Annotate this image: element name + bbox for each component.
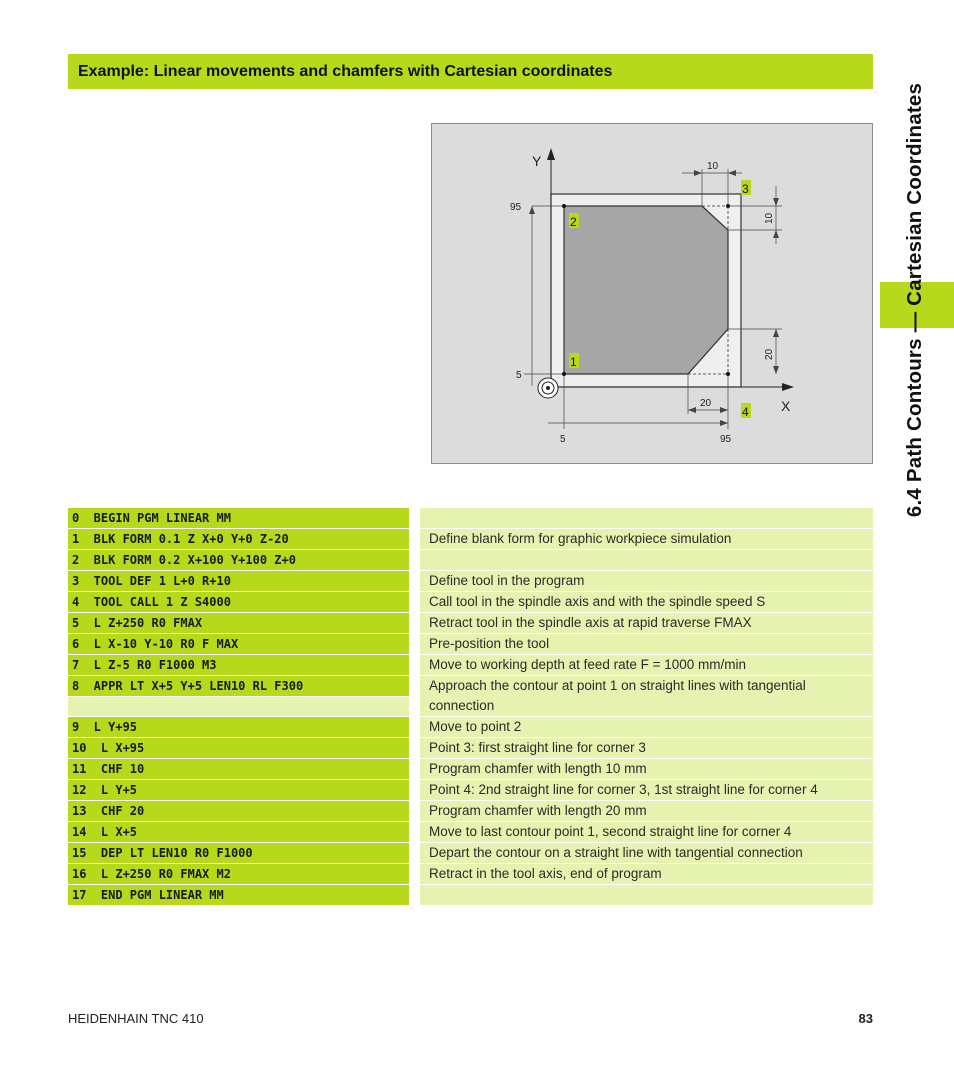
dim-20r-label: 20 — [764, 348, 775, 360]
dim-20b-arrow-right-icon — [720, 407, 728, 413]
program-gap — [409, 759, 420, 779]
dim-5x-label: 5 — [560, 434, 566, 445]
x-axis-label: X — [781, 398, 791, 414]
program-row — [68, 822, 873, 843]
program-description: Move to working depth at feed rate F = 1000 mm/min — [420, 655, 873, 675]
program-code: 5 L Z+250 R0 FMAX — [68, 613, 409, 633]
program-description-line: connection — [429, 698, 495, 713]
program-code: 6 L X-10 Y-10 R0 F MAX — [68, 634, 409, 654]
program-code: 7 L Z-5 R0 F1000 M3 — [68, 655, 409, 675]
point-1-dot — [562, 372, 566, 376]
program-row — [68, 780, 873, 801]
dim-10t-label: 10 — [707, 161, 719, 172]
program-gap — [409, 780, 420, 800]
point-3-dot — [726, 204, 730, 208]
program-code-continuation — [68, 697, 409, 716]
dim-10r-arrow-top-icon — [773, 198, 779, 206]
dim-20b-label: 20 — [700, 398, 712, 409]
dim-20b-arrow-left-icon — [688, 407, 696, 413]
y-axis-label: Y — [532, 153, 542, 169]
program-row — [68, 864, 873, 885]
tool-center-dot — [546, 386, 550, 390]
program-description — [420, 550, 873, 570]
program-description: Depart the contour on a straight line with tangential connection — [420, 843, 873, 863]
dim-20r-arrow-bottom-icon — [773, 366, 779, 374]
program-gap — [409, 843, 420, 863]
program-gap — [409, 634, 420, 654]
program-code: 3 TOOL DEF 1 L+0 R+10 — [68, 571, 409, 591]
program-description — [420, 508, 873, 528]
dim-95y-label: 95 — [510, 202, 522, 213]
program-gap — [409, 801, 420, 821]
program-description: Define tool in the program — [420, 571, 873, 591]
workpiece-contour — [564, 206, 728, 374]
program-gap — [409, 676, 420, 716]
program-description — [420, 676, 873, 716]
point-2-label: 2 — [570, 215, 577, 229]
program-row — [68, 613, 873, 634]
point-4-dot — [726, 372, 730, 376]
program-row — [68, 571, 873, 592]
program-gap — [409, 571, 420, 591]
footer-product: HEIDENHAIN TNC 410 — [68, 1011, 204, 1026]
program-gap — [409, 550, 420, 570]
dim-20r-arrow-top-icon — [773, 329, 779, 337]
program-code: 4 TOOL CALL 1 Z S4000 — [68, 592, 409, 612]
program-row — [68, 529, 873, 550]
program-description: Program chamfer with length 20 mm — [420, 801, 873, 821]
contour-drawing — [432, 124, 874, 465]
program-code: 0 BEGIN PGM LINEAR MM — [68, 508, 409, 528]
section-title: Example: Linear movements and chamfers with Cartesian coordinates — [78, 62, 613, 80]
program-description: Define blank form for graphic workpiece simulation — [420, 529, 873, 549]
chapter-side-title: 6.4 Path Contours — Cartesian Coordinates — [903, 82, 926, 518]
dim-10t-arrow-right-icon — [728, 170, 736, 176]
program-code: 15 DEP LT LEN10 R0 F1000 — [68, 843, 409, 863]
program-description: Point 3: first straight line for corner 3 — [420, 738, 873, 758]
program-row — [68, 655, 873, 676]
page-number: 83 — [858, 1011, 873, 1026]
dim-95x-arrow-icon — [720, 420, 728, 426]
x-axis-arrow-icon — [782, 383, 794, 391]
program-row — [68, 676, 873, 717]
program-row — [68, 508, 873, 529]
program-description: Retract tool in the spindle axis at rapid traverse FMAX — [420, 613, 873, 633]
program-code: 14 L X+5 — [68, 822, 409, 842]
program-code: 1 BLK FORM 0.1 Z X+0 Y+0 Z-20 — [68, 529, 409, 549]
point-2-dot — [562, 204, 566, 208]
program-gap — [409, 613, 420, 633]
program-description: Move to last contour point 1, second straight line for corner 4 — [420, 822, 873, 842]
program-gap — [409, 822, 420, 842]
program-description: Pre-position the tool — [420, 634, 873, 654]
program-code-text: 8 APPR LT X+5 Y+5 LEN10 RL F300 — [68, 676, 409, 696]
program-gap — [409, 529, 420, 549]
point-3-label: 3 — [742, 182, 749, 196]
program-description: Retract in the tool axis, end of program — [420, 864, 873, 884]
program-gap — [409, 655, 420, 675]
program-gap — [409, 717, 420, 737]
program-code: 13 CHF 20 — [68, 801, 409, 821]
program-row — [68, 885, 873, 906]
program-code: 16 L Z+250 R0 FMAX M2 — [68, 864, 409, 884]
program-row — [68, 550, 873, 571]
program-row — [68, 801, 873, 822]
program-gap — [409, 864, 420, 884]
program-code: 11 CHF 10 — [68, 759, 409, 779]
dim-95y-arrow-icon — [529, 206, 535, 214]
program-row — [68, 759, 873, 780]
y-axis-arrow-icon — [547, 148, 555, 160]
program-code — [68, 676, 409, 716]
program-row — [68, 717, 873, 738]
program-code: 10 L X+95 — [68, 738, 409, 758]
dim-10r-label: 10 — [764, 212, 775, 224]
point-4-label: 4 — [742, 405, 749, 419]
contour-figure — [431, 123, 873, 464]
program-code: 9 L Y+95 — [68, 717, 409, 737]
program-gap — [409, 592, 420, 612]
program-gap — [409, 738, 420, 758]
section-title-bar — [68, 54, 873, 89]
program-row — [68, 738, 873, 759]
program-gap — [409, 508, 420, 528]
program-gap — [409, 885, 420, 905]
dim-95x-label: 95 — [720, 434, 732, 445]
program-row — [68, 592, 873, 613]
program-code: 2 BLK FORM 0.2 X+100 Y+100 Z+0 — [68, 550, 409, 570]
program-row — [68, 843, 873, 864]
dim-10t-arrow-left-icon — [694, 170, 702, 176]
nc-program-listing — [68, 508, 873, 906]
program-description-line: Approach the contour at point 1 on straight lines with tangential — [429, 678, 806, 693]
point-1-label: 1 — [570, 355, 577, 369]
program-description: Program chamfer with length 10 mm — [420, 759, 873, 779]
dim-10r-arrow-bottom-icon — [773, 230, 779, 238]
dim-5y-label: 5 — [516, 370, 522, 381]
program-row — [68, 634, 873, 655]
program-description: Move to point 2 — [420, 717, 873, 737]
program-description: Point 4: 2nd straight line for corner 3, 1st straight line for corner 4 — [420, 780, 873, 800]
program-description: Call tool in the spindle axis and with the spindle speed S — [420, 592, 873, 612]
program-description — [420, 885, 873, 905]
program-code: 17 END PGM LINEAR MM — [68, 885, 409, 905]
program-code: 12 L Y+5 — [68, 780, 409, 800]
